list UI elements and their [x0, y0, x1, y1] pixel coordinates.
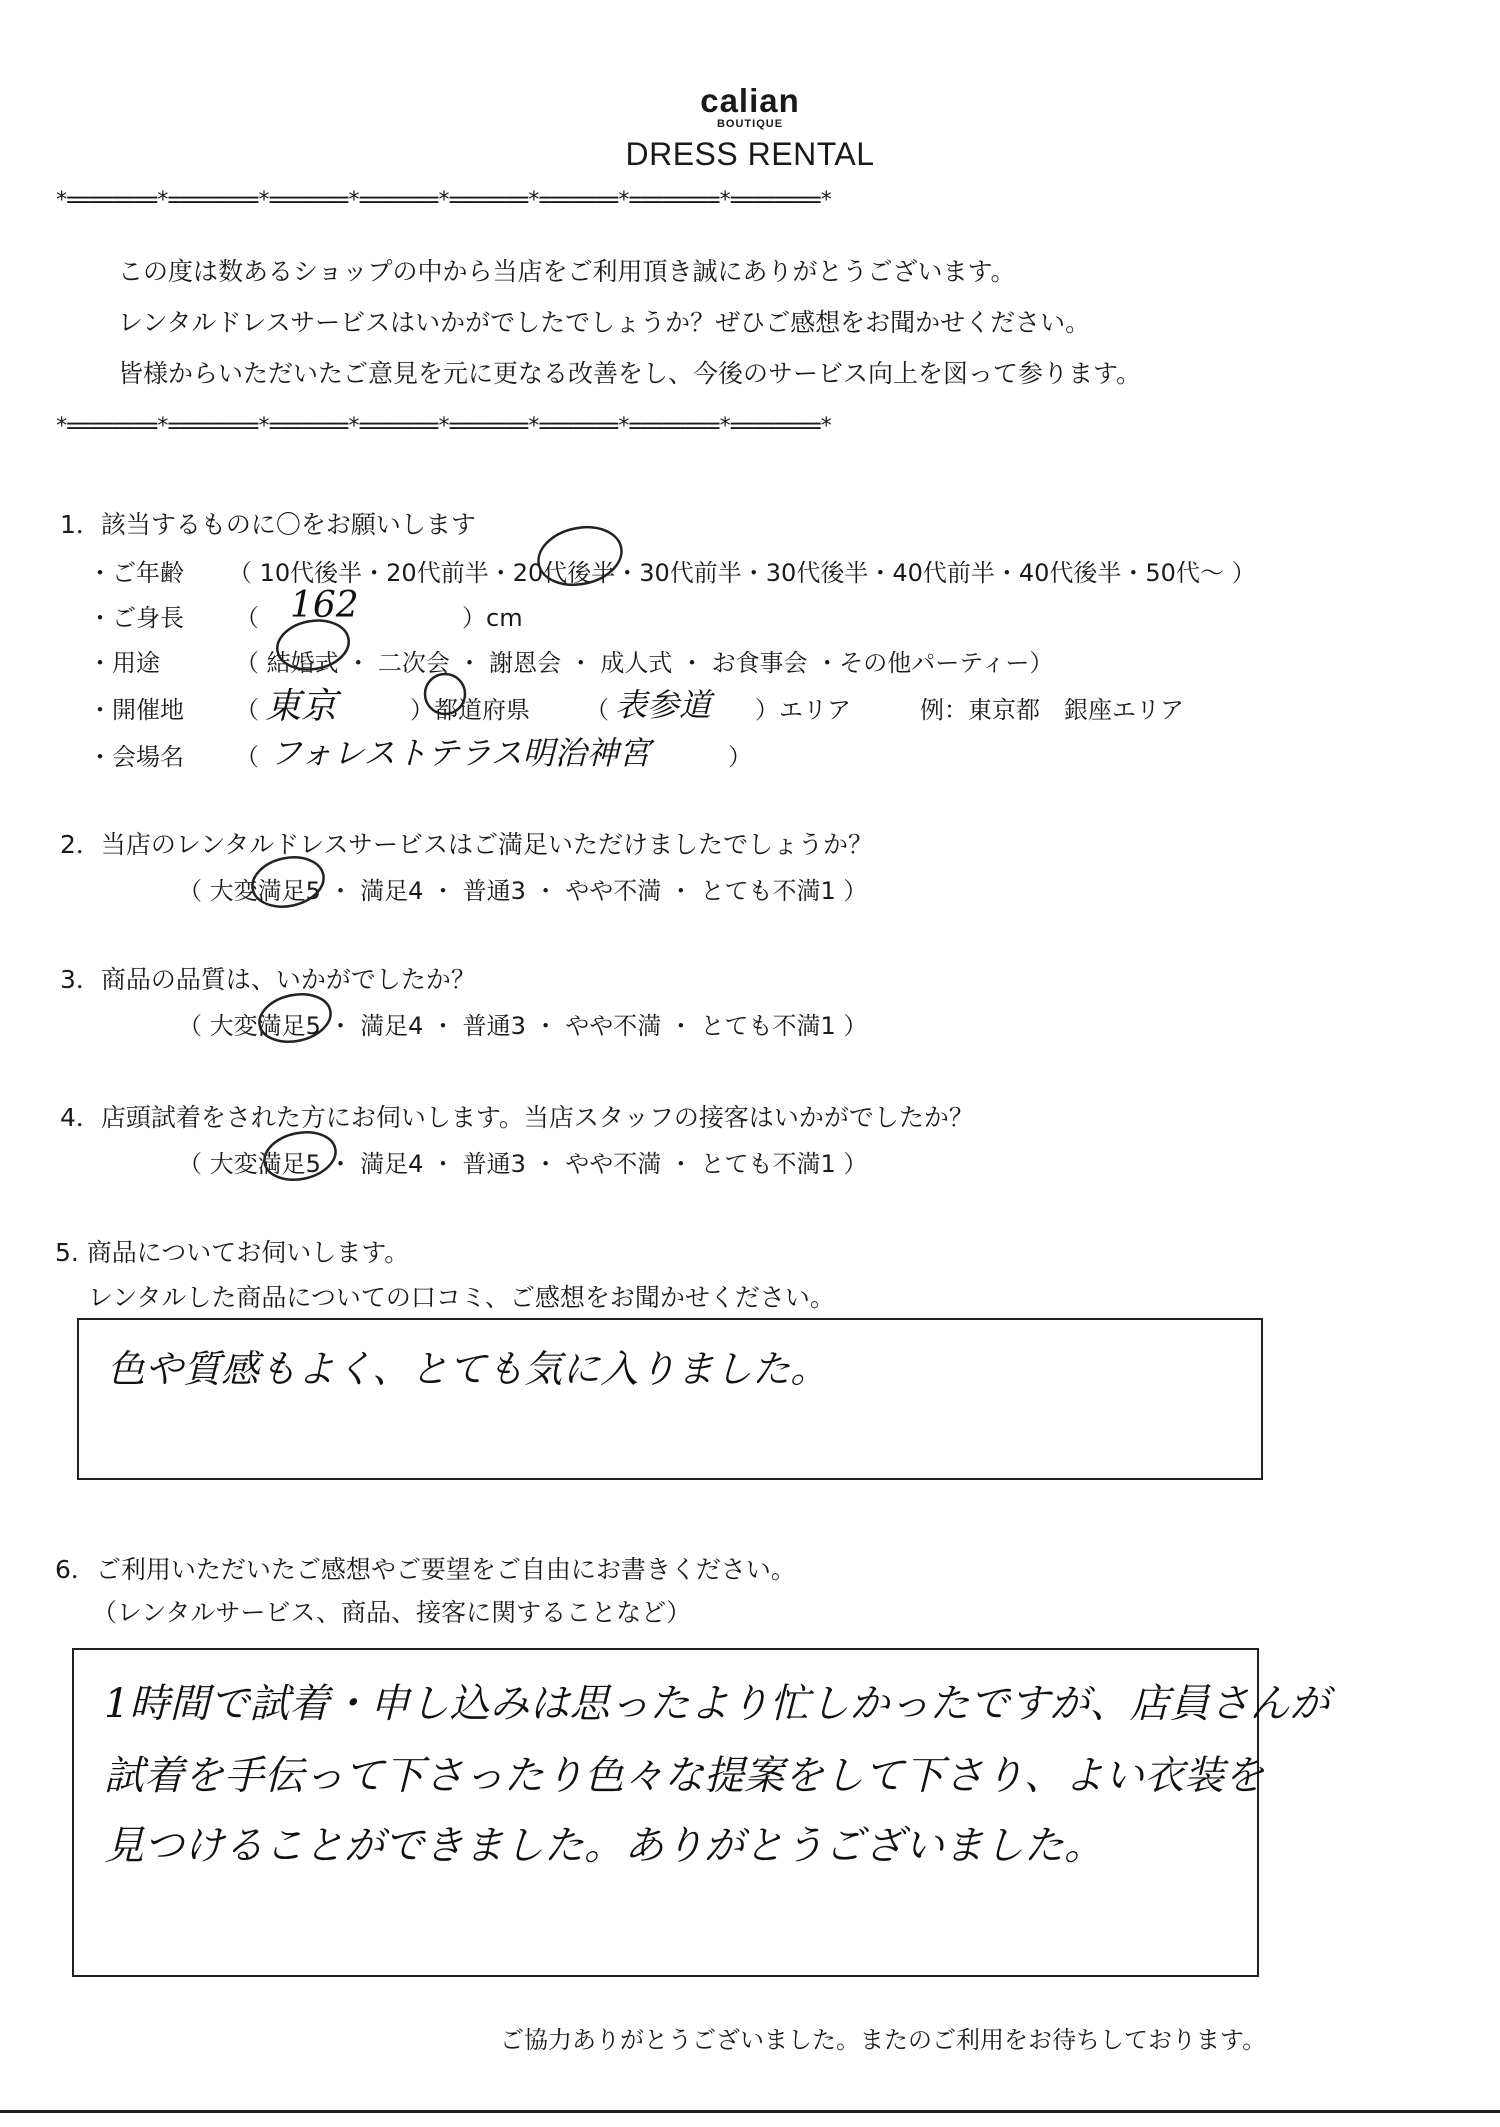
q6-subheading: （レンタルサービス、商品、接客に関することなど）	[92, 1598, 692, 1627]
q5-subheading: レンタルした商品についての口コミ、ご感想をお聞かせください。	[88, 1283, 835, 1312]
venue-example: 例：東京都 銀座エリア	[920, 696, 1184, 724]
intro-line-2: レンタルドレスサービスはいかがでしたでしょうか？ぜひご感想をお聞かせください。	[118, 308, 1091, 337]
q6-answer-line-3: 見つけることができました。ありがとうございました。	[104, 1823, 1104, 1869]
venue-pref-value[interactable]: 東京	[265, 686, 338, 727]
height-open: （	[235, 604, 259, 632]
q6-answer-line-1: 1時間で試着・申し込みは思ったより忙しかったですが、店員さんが	[104, 1681, 1330, 1727]
intro-line-1: この度は数あるショップの中から当店をご利用頂き誠にありがとうございます。	[118, 257, 1016, 286]
height-value[interactable]: 162	[290, 585, 359, 626]
venue-area-open: （	[585, 696, 609, 724]
hall-label: ・会場名	[88, 743, 184, 771]
q6-answer-box[interactable]	[72, 1648, 1330, 1977]
divider-bottom: *========*========*=======*=======*=======*=======*========*========*	[55, 414, 831, 439]
brand-logo: calian	[700, 82, 800, 119]
q5-heading: 5. 商品についてお伺いします。	[55, 1238, 410, 1267]
venue-area-value[interactable]: 表参道	[615, 686, 712, 724]
height-unit: ）cm	[462, 604, 523, 632]
intro-line-3: 皆様からいただいたご意見を元に更なる改善をし、今後のサービス向上を図って参ります。	[118, 359, 1142, 388]
q6-heading: 6．ご利用いただいたご感想やご要望をご自由にお書きください。	[55, 1555, 796, 1584]
height-label: ・ご身長	[88, 604, 184, 632]
age-label: ・ご年齢	[88, 559, 184, 587]
page-bottom-rule	[0, 2110, 1500, 2113]
q3-heading: 3．商品の品質は、いかがでしたか？	[60, 965, 476, 994]
page-title: DRESS RENTAL	[625, 136, 875, 172]
brand-subtitle: BOUTIQUE	[716, 118, 784, 130]
venue-open: （	[235, 696, 259, 724]
hall-close: ）	[728, 743, 752, 771]
hall-open: （	[235, 743, 259, 771]
venue-pref-suffix: ）都道府県	[410, 696, 530, 724]
q4-scale[interactable]: （ 大変満足5 ・ 満足4 ・ 普通3 ・ やや不満 ・ とても不満1 ）	[178, 1150, 868, 1178]
q3-scale[interactable]: （ 大変満足5 ・ 満足4 ・ 普通3 ・ やや不満 ・ とても不満1 ）	[178, 1012, 868, 1040]
q4-heading: 4．店頭試着をされた方にお伺いします。当店スタッフの接客はいかがでしたか？	[60, 1103, 974, 1132]
venue-area-suffix: ）エリア	[755, 696, 851, 724]
hall-value[interactable]: フォレストテラス明治神宮	[270, 734, 651, 772]
q1-heading: 1．該当するものに〇をお願いします	[60, 510, 476, 539]
footer-thanks: ご協力ありがとうございました。またのご利用をお待ちしております。	[500, 2026, 1267, 2054]
q2-heading: 2．当店のレンタルドレスサービスはご満足いただけましたでしょうか？	[60, 830, 874, 859]
venue-label: ・開催地	[88, 696, 184, 724]
q5-answer-box[interactable]	[77, 1318, 1263, 1480]
q2-scale[interactable]: （ 大変満足5 ・ 満足4 ・ 普通3 ・ やや不満 ・ とても不満1 ）	[178, 877, 868, 905]
age-options[interactable]: （ 10代後半・20代前半・20代後半・30代前半・30代後半・40代前半・40代後半・50代～ ）	[228, 559, 1256, 587]
q6-answer-line-2: 試着を手伝って下さったり色々な提案をして下さり、よい衣装を	[104, 1753, 1264, 1799]
q5-answer-text: 色や質感もよく、とても気に入りました。	[107, 1347, 829, 1391]
use-options[interactable]: （ 結婚式 ・ 二次会 ・ 謝恩会 ・ 成人式 ・ お食事会 ・その他パーティー）	[235, 649, 1054, 677]
use-label: ・用途	[88, 649, 160, 677]
divider-top: *========*========*=======*=======*=======*=======*========*========*	[55, 188, 831, 213]
